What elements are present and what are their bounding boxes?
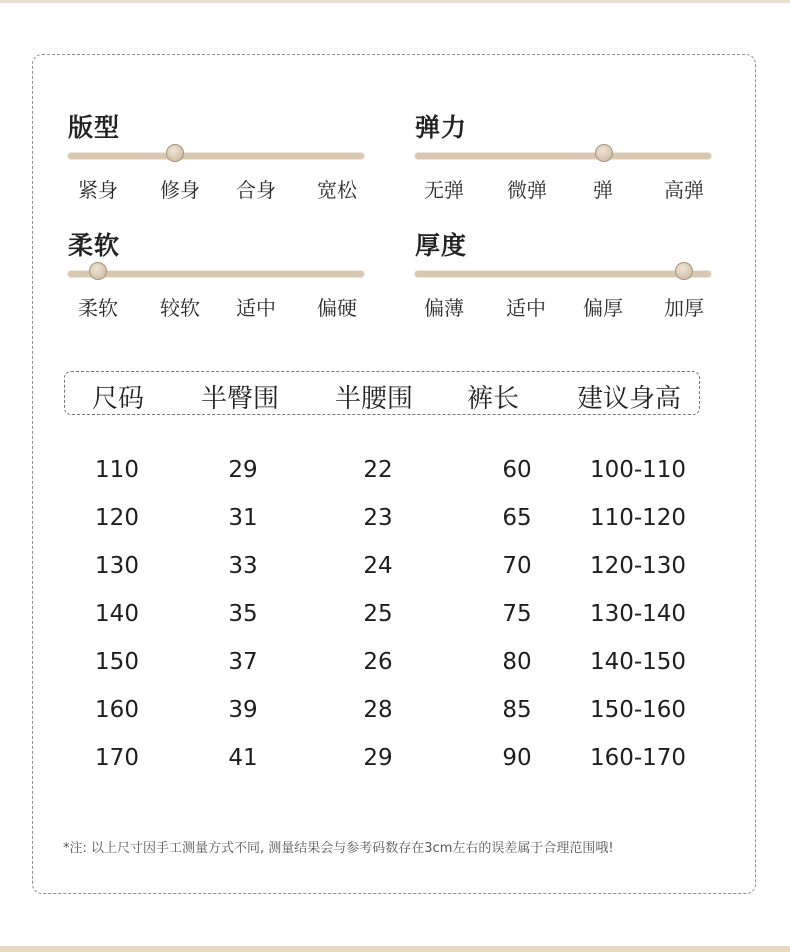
table-cell: 140-150 xyxy=(589,649,687,675)
attribute-option: 修身 xyxy=(160,178,200,202)
attribute-title: 厚度 xyxy=(415,231,468,260)
table-cell: 23 xyxy=(363,505,393,531)
table-cell: 130 xyxy=(95,553,139,579)
table-cell: 31 xyxy=(228,505,258,531)
attribute-slider-track xyxy=(415,271,711,277)
measurement-note: *注: 以上尺寸因手工测量方式不同, 测量结果会与参考码数存在3cm左右的误差属于合理范围哦! xyxy=(63,841,614,856)
attribute-option: 柔软 xyxy=(78,296,118,320)
table-row xyxy=(0,553,790,593)
column-header-length: 裤长 xyxy=(466,384,520,414)
table-cell: 150 xyxy=(95,649,139,675)
attribute-slider-knob xyxy=(89,262,107,280)
attribute-option: 宽松 xyxy=(317,178,357,202)
attribute-slider-track xyxy=(415,153,711,159)
table-cell: 39 xyxy=(228,697,258,723)
attribute-option: 较软 xyxy=(160,296,200,320)
top-decor-band xyxy=(0,0,790,3)
table-cell: 65 xyxy=(502,505,532,531)
attribute-option: 弹 xyxy=(593,178,613,202)
attribute-option: 微弹 xyxy=(507,178,547,202)
table-cell: 33 xyxy=(228,553,258,579)
attribute-option: 偏厚 xyxy=(583,296,623,320)
table-cell: 29 xyxy=(363,745,393,771)
table-cell: 160-170 xyxy=(589,745,687,771)
table-row xyxy=(0,745,790,785)
bottom-decor-band xyxy=(0,946,790,952)
column-header-height: 建议身高 xyxy=(576,384,682,414)
table-row xyxy=(0,601,790,641)
table-cell: 140 xyxy=(95,601,139,627)
attribute-title: 版型 xyxy=(68,113,121,142)
column-header-hip: 半臀围 xyxy=(200,384,280,414)
table-cell: 120-130 xyxy=(589,553,687,579)
attribute-option: 偏薄 xyxy=(424,296,464,320)
table-cell: 160 xyxy=(95,697,139,723)
attribute-option: 偏硬 xyxy=(317,296,357,320)
attribute-option: 适中 xyxy=(506,296,546,320)
column-header-waist: 半腰围 xyxy=(334,384,414,414)
table-cell: 110-120 xyxy=(589,505,687,531)
table-cell: 75 xyxy=(502,601,532,627)
table-cell: 110 xyxy=(95,457,139,483)
table-cell: 22 xyxy=(363,457,393,483)
attribute-title: 弹力 xyxy=(415,113,468,142)
table-cell: 130-140 xyxy=(589,601,687,627)
table-cell: 150-160 xyxy=(589,697,687,723)
table-row xyxy=(0,649,790,689)
table-cell: 170 xyxy=(95,745,139,771)
attribute-slider-knob xyxy=(166,144,184,162)
attribute-option: 紧身 xyxy=(78,178,118,202)
attribute-option: 合身 xyxy=(236,178,276,202)
table-cell: 120 xyxy=(95,505,139,531)
table-cell: 41 xyxy=(228,745,258,771)
table-cell: 29 xyxy=(228,457,258,483)
table-cell: 37 xyxy=(228,649,258,675)
table-cell: 25 xyxy=(363,601,393,627)
attribute-option: 高弹 xyxy=(664,178,704,202)
attribute-title: 柔软 xyxy=(68,231,121,260)
attribute-slider-track xyxy=(68,271,364,277)
table-cell: 90 xyxy=(502,745,532,771)
table-cell: 80 xyxy=(502,649,532,675)
attribute-slider-track xyxy=(68,153,364,159)
table-row xyxy=(0,457,790,497)
table-row xyxy=(0,505,790,545)
attribute-option: 无弹 xyxy=(424,178,464,202)
table-cell: 85 xyxy=(502,697,532,723)
table-cell: 70 xyxy=(502,553,532,579)
attribute-option: 加厚 xyxy=(664,296,704,320)
table-cell: 60 xyxy=(502,457,532,483)
attribute-options xyxy=(68,292,368,322)
size-table-header xyxy=(64,371,700,415)
table-row xyxy=(0,697,790,737)
attribute-option: 适中 xyxy=(236,296,276,320)
column-header-size: 尺码 xyxy=(91,384,145,414)
attribute-options xyxy=(415,174,715,204)
table-cell: 26 xyxy=(363,649,393,675)
table-cell: 24 xyxy=(363,553,393,579)
table-cell: 100-110 xyxy=(589,457,687,483)
attribute-options xyxy=(415,292,715,322)
table-cell: 28 xyxy=(363,697,393,723)
attribute-options xyxy=(68,174,368,204)
table-cell: 35 xyxy=(228,601,258,627)
